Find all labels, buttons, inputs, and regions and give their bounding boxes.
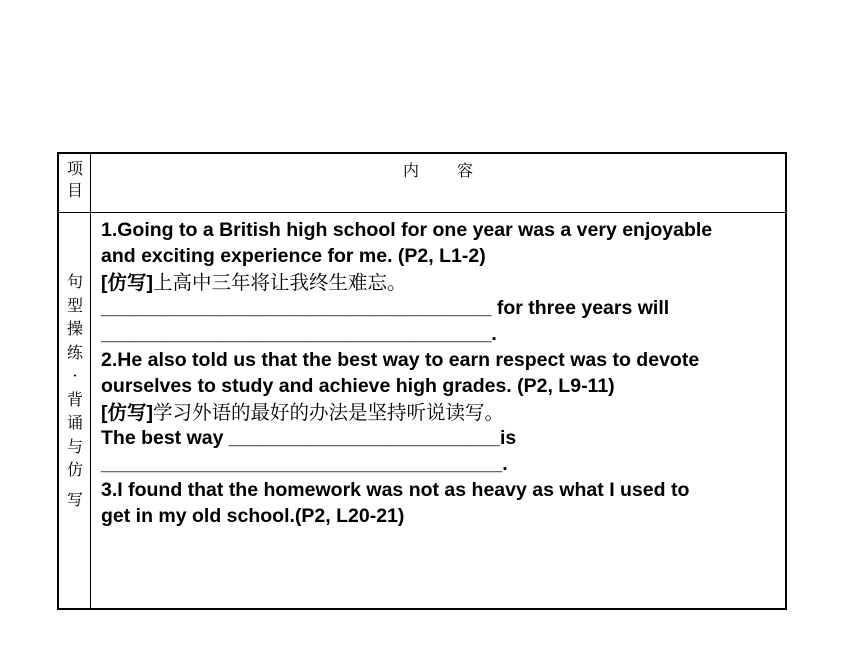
chinese-prompt: 学习外语的最好的办法是坚持听说读写。 <box>153 400 505 424</box>
column-divider <box>90 152 91 610</box>
imitation-tag: [仿写] <box>101 401 153 424</box>
section-label-char: 与 <box>66 436 83 456</box>
exercise-content <box>101 218 781 530</box>
header-item-label: 项目 <box>66 159 83 200</box>
section-label-char: 操 <box>66 319 83 338</box>
sentence-3-line-2: get in my old school.(P2, L20-21) <box>101 504 405 527</box>
sentence-1-line-1: 1.Going to a British high school for one year was a very enjoyable <box>101 219 713 241</box>
section-label-char: 背 <box>66 389 83 409</box>
header-divider <box>57 212 787 213</box>
chinese-prompt: 上高中三年将让我终生难忘。 <box>153 270 407 294</box>
sentence-2-line-1: 2.He also told us that the best way to earn respect was to devote <box>101 348 700 371</box>
sentence-1-line-2: and exciting experience for me. (P2, L1-2) <box>101 244 486 267</box>
section-label-char: 句 <box>66 272 83 291</box>
imitation-tag: [仿写] <box>101 271 153 294</box>
section-label <box>62 270 88 511</box>
sentence-2-line-2: ourselves to study and achieve high grades. (P2, L9-11) <box>101 374 615 397</box>
section-label-char: · <box>72 366 78 385</box>
fill-blank-2b: _____________________________________. <box>101 453 508 476</box>
section-label-char: 诵 <box>66 413 83 432</box>
section-label-char: 写 <box>66 489 83 509</box>
imitation-1-prompt <box>101 270 781 297</box>
header-content-label: 内 容 <box>402 161 475 180</box>
section-label-char: 练 <box>66 342 83 362</box>
section-label-char: 型 <box>66 295 83 315</box>
fill-blank-2a: The best way _________________________is <box>101 427 517 450</box>
section-label-char: 仿 <box>66 460 83 479</box>
fill-blank-1a: ____________________________________ for three years will <box>101 297 670 320</box>
sentence-3-line-1: 3.I found that the homework was not as heavy as what I used to <box>101 478 690 501</box>
imitation-2-prompt <box>101 400 781 427</box>
fill-blank-1b: ____________________________________. <box>101 323 497 346</box>
